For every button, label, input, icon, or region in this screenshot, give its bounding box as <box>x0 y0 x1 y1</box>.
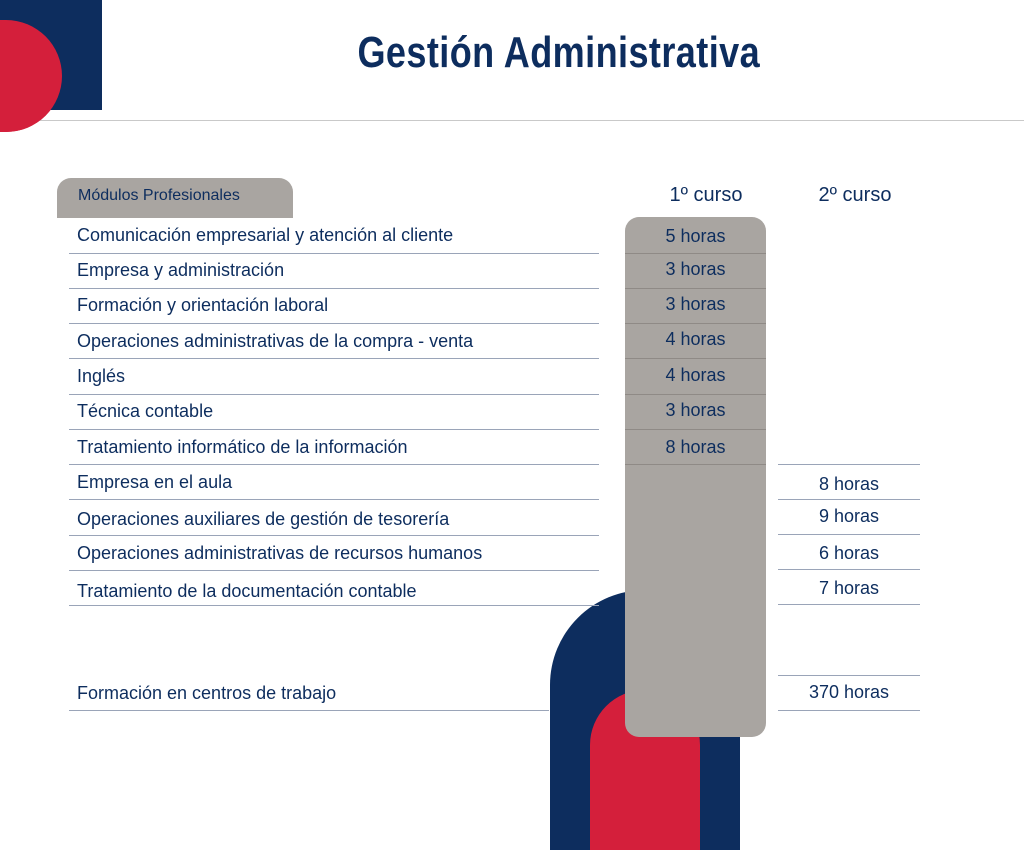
first-year-header: 1º curso <box>669 184 743 206</box>
module-name: Inglés <box>77 366 126 386</box>
cell-divider <box>778 675 920 676</box>
module-name: Operaciones administrativas de recursos humanos <box>77 543 483 563</box>
module-name: Empresa en el aula <box>77 472 233 492</box>
module-name-fct: Formación en centros de trabajo <box>77 683 337 703</box>
cell-divider <box>625 394 766 395</box>
row-divider <box>69 499 599 500</box>
module-name: Empresa y administración <box>77 260 285 280</box>
cell-divider <box>625 358 766 359</box>
cell-divider <box>778 464 920 465</box>
row-divider <box>69 323 599 324</box>
cell-divider <box>625 323 766 324</box>
second-year-hours: 8 horas <box>818 474 880 494</box>
row-divider <box>69 605 599 606</box>
first-year-hours: 4 horas <box>665 365 726 385</box>
first-year-hours: 4 horas <box>665 329 726 349</box>
row-divider <box>69 394 599 395</box>
row-divider <box>69 288 599 289</box>
page-title: Gestión Administrativa <box>357 28 761 77</box>
first-year-hours: 3 horas <box>665 400 726 420</box>
row-divider <box>69 358 599 359</box>
second-year-hours: 7 horas <box>818 578 880 598</box>
row-divider <box>69 253 599 254</box>
second-year-hours-fct: 370 horas <box>808 682 890 702</box>
cell-divider <box>625 429 766 430</box>
cell-divider <box>625 464 766 465</box>
module-name: Operaciones auxiliares de gestión de tesorería <box>77 509 450 529</box>
cell-divider <box>625 253 766 254</box>
cell-divider <box>778 710 920 711</box>
row-divider <box>69 429 599 430</box>
cell-divider <box>778 499 920 500</box>
module-name: Técnica contable <box>77 401 214 421</box>
first-year-hours: 3 horas <box>665 294 726 314</box>
cell-divider <box>778 604 920 605</box>
module-name: Operaciones administrativas de la compra - venta <box>77 331 474 351</box>
modules-header: Módulos Profesionales <box>57 178 293 218</box>
row-divider <box>69 535 599 536</box>
cell-divider <box>625 288 766 289</box>
title-divider <box>0 120 1024 121</box>
second-year-hours: 6 horas <box>818 543 880 563</box>
second-year-header: 2º curso <box>818 184 892 206</box>
row-divider <box>69 464 599 465</box>
module-name: Tratamiento de la documentación contable <box>77 581 417 601</box>
row-divider <box>69 710 549 711</box>
module-name: Formación y orientación laboral <box>77 295 329 315</box>
cell-divider <box>778 534 920 535</box>
first-year-hours: 8 horas <box>665 437 726 457</box>
first-year-hours: 3 horas <box>665 259 726 279</box>
second-year-hours: 9 horas <box>818 506 880 526</box>
first-year-hours: 5 horas <box>665 226 726 246</box>
module-name: Tratamiento informático de la información <box>77 437 408 457</box>
module-name: Comunicación empresarial y atención al cliente <box>77 225 454 245</box>
row-divider <box>69 570 599 571</box>
cell-divider <box>778 569 920 570</box>
